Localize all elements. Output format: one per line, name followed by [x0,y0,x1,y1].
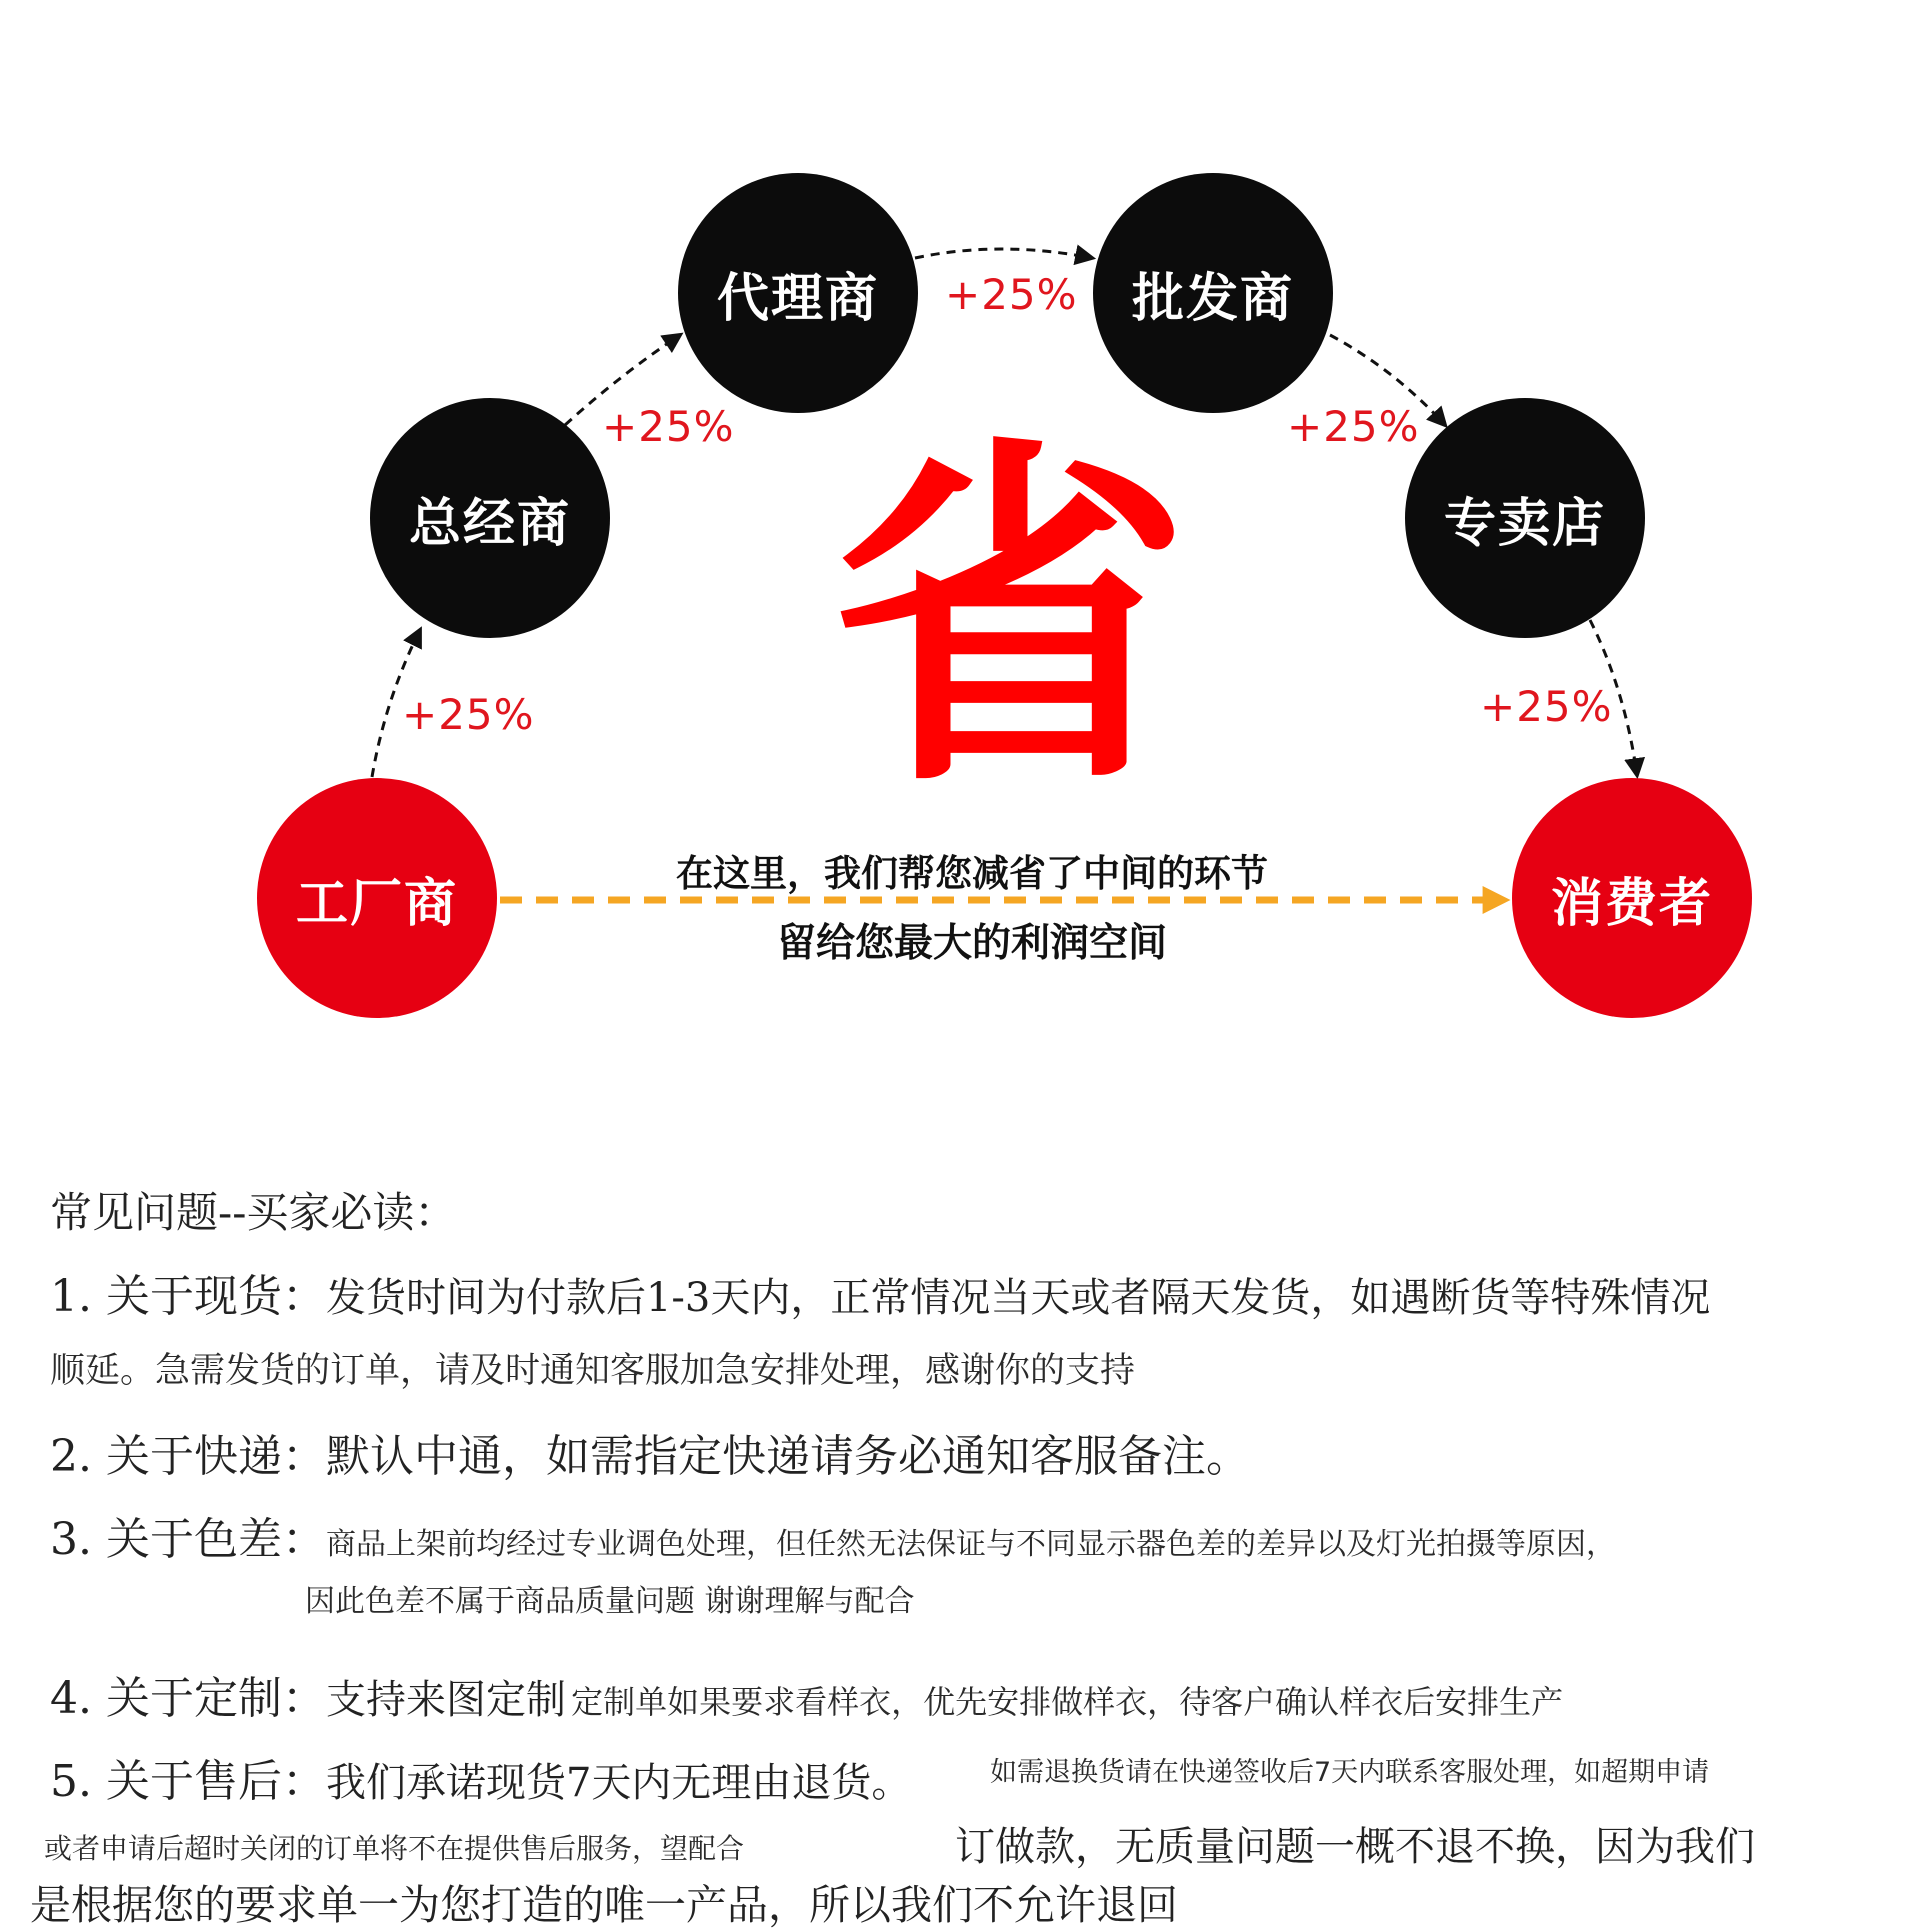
node-wholesaler: 批发商 [1093,173,1333,413]
faq-item-1 [50,1260,1710,1324]
faq-item-5-continued-c: 是根据您的要求单一为您打造的唯一产品，所以我们不允许退回 [30,1881,1178,1929]
node-consumer: 消费者 [1512,778,1752,1018]
node-agent: 代理商 [678,173,918,413]
markup-label-1: +25% [402,690,535,739]
faq-item-4-text-a: 支持来图定制 [325,1677,566,1723]
save-character: 省 [830,410,1190,829]
faq-item-4-text-b: 定制单如果要求看样衣，优先安排做样衣，待客户确认样衣后安排生产 [571,1683,1564,1721]
faq-item-5-text-b: 如需退换货请在快递签收后7天内联系客服处理，如超期申请 [990,1757,1710,1788]
faq-section [0,1160,1920,1929]
faq-item-3 [50,1503,1616,1567]
faq-item-2 [50,1420,1250,1484]
markup-label-4: +25% [1287,402,1420,451]
slogan-line-2: 留给您最大的利润空间 [776,921,1167,966]
faq-item-5-label: 5. 关于售后： [50,1756,326,1807]
markup-label-5: +25% [1480,682,1613,731]
faq-item-5-continued-b: 订做款，无质量问题一概不退不换，因为我们 [955,1824,1755,1870]
faq-item-5-text-a: 我们承诺现货7天内无理由退货。 [325,1760,912,1806]
faq-item-4-label: 4. 关于定制： [50,1673,326,1724]
faq-item-3-text: 商品上架前均经过专业调色处理，但任然无法保证与不同显示器色差的差异以及灯光拍摄等原因， [325,1527,1616,1562]
faq-item-5-continued-a: 或者申请后超时关闭的订单将不在提供售后服务，望配合 [44,1832,745,1865]
faq-item-2-text: 默认中通，如需指定快递请务必通知客服备注。 [325,1431,1250,1482]
faq-item-1-label: 1. 关于现货： [50,1271,326,1322]
node-specialty-store: 专卖店 [1405,398,1645,638]
faq-item-5 [50,1745,911,1809]
faq-item-3-continued: 因此色差不属于商品质量问题 谢谢理解与配合 [305,1584,915,1619]
arrow-agent-to-wholesaler [915,249,1092,258]
faq-item-4 [50,1662,1563,1726]
faq-item-1-text: 发货时间为付款后1-3天内，正常情况当天或者隔天发货，如遇断货等特殊情况 [325,1275,1711,1321]
markup-label-2: +25% [602,402,735,451]
faq-item-2-label: 2. 关于快递： [50,1431,326,1482]
faq-item-3-label: 3. 关于色差： [50,1514,326,1565]
faq-title: 常见问题--买家必读： [50,1188,457,1237]
faq-item-1-continued: 顺延。急需发货的订单，请及时通知客服加急安排处理，感谢你的支持 [50,1351,1136,1391]
slogan-line-1: 在这里，我们帮您减省了中间的环节 [676,852,1268,895]
node-factory: 工厂商 [257,778,497,1018]
node-general-distributor: 总经商 [370,398,610,638]
markup-label-3: +25% [945,270,1078,319]
